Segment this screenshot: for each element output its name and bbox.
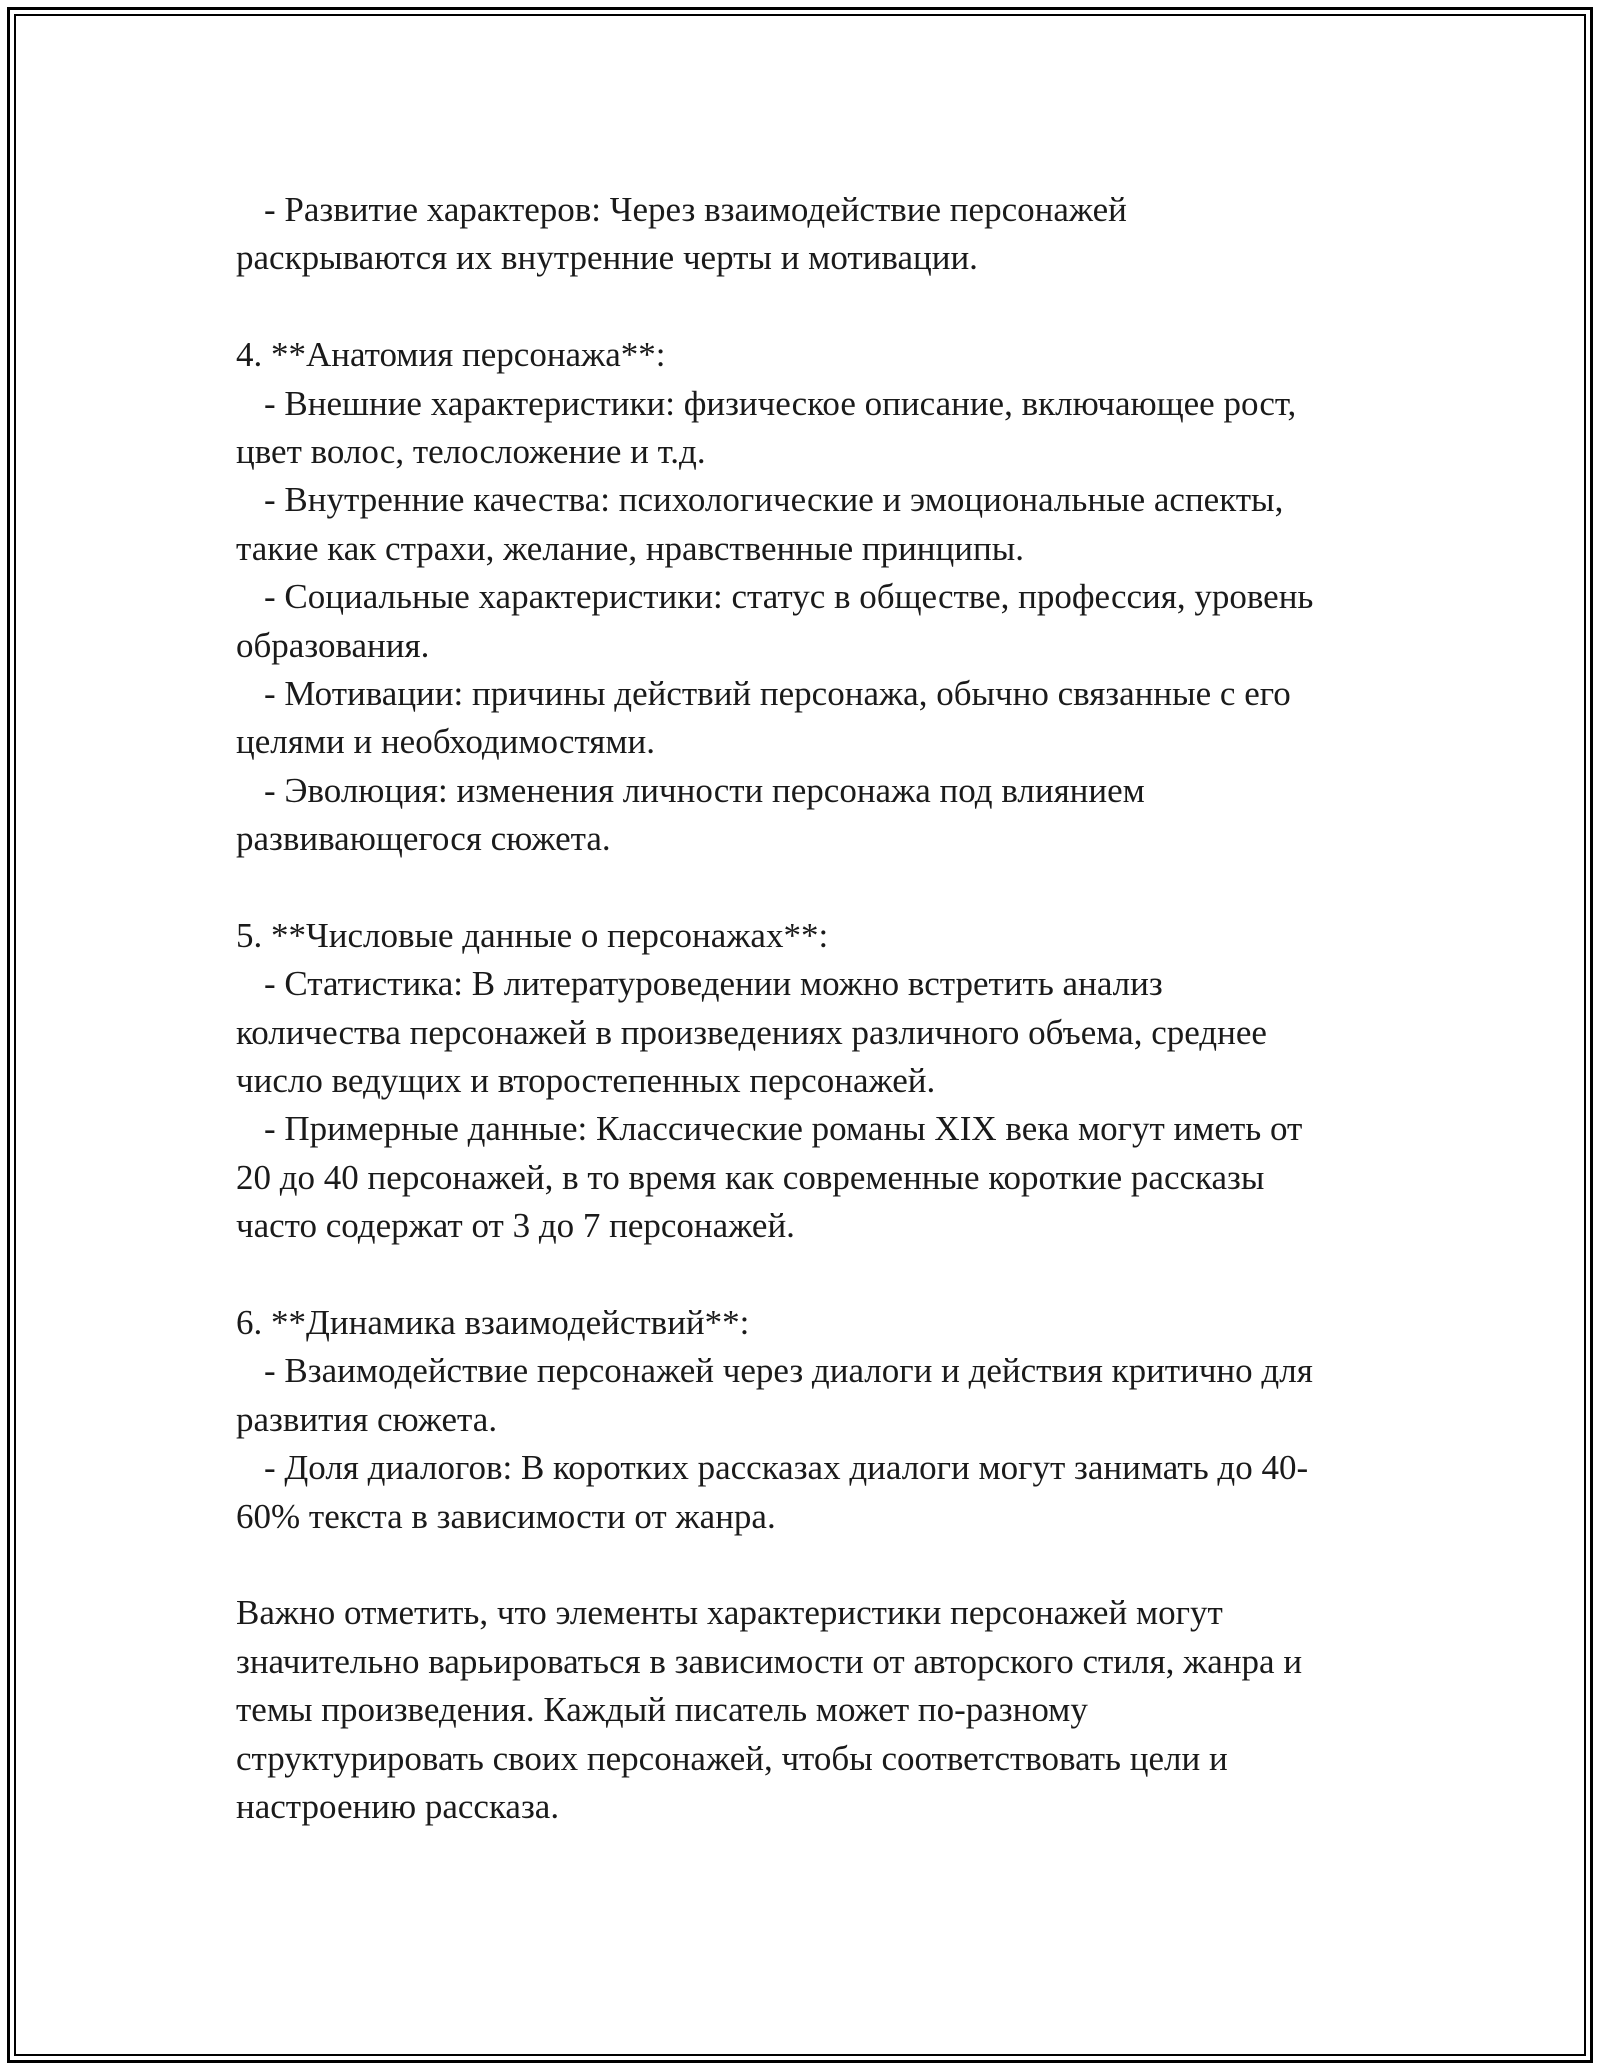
bullet-line: - Социальные характеристики: статус в обществе, профессия, уровень xyxy=(264,577,1314,617)
text-line: 60% текста в зависимости от жанра. xyxy=(236,1496,776,1536)
text-line: развивающегося сюжета. xyxy=(236,819,611,859)
bullet-line: - Примерные данные: Классические романы XIX века могут иметь от xyxy=(264,1109,1303,1149)
bullet-line: - Взаимодействие персонажей через диалоги и действия критично для xyxy=(264,1351,1313,1391)
bullet-line: - Эволюция: изменения личности персонажа под влиянием xyxy=(264,770,1145,810)
bullet-line: - Внутренние качества: психологические и эмоциональные аспекты, xyxy=(264,480,1284,520)
paragraph-line: Важно отметить, что элементы характеристики персонажей могут xyxy=(236,1593,1223,1633)
blank-line xyxy=(236,1251,1396,1299)
text-line: целями и необходимостями. xyxy=(236,722,655,762)
text-line: 20 до 40 персонажей, в то время как современные короткие рассказы xyxy=(236,1157,1265,1197)
paragraph-line: структурировать своих персонажей, чтобы соответствовать цели и xyxy=(236,1738,1228,1778)
section-heading: 6. **Динамика взаимодействий**: xyxy=(236,1302,750,1342)
blank-line xyxy=(236,1541,1396,1589)
text-line: число ведущих и второстепенных персонажей. xyxy=(236,1061,936,1101)
text-line: такие как страхи, желание, нравственные принципы. xyxy=(236,528,1024,568)
section-heading: 5. **Числовые данные о персонажах**: xyxy=(236,915,829,955)
bullet-line: - Статистика: В литературоведении можно встретить анализ xyxy=(264,964,1163,1004)
bullet-line: - Доля диалогов: В коротких рассказах диалоги могут занимать до 40- xyxy=(264,1448,1309,1488)
text-line: цвет волос, телосложение и т.д. xyxy=(236,431,706,471)
blank-line xyxy=(236,863,1396,911)
text-line: образования. xyxy=(236,625,430,665)
bullet-line: - Развитие характеров: Через взаимодействие персонажей xyxy=(264,190,1127,229)
text-line: развития сюжета. xyxy=(236,1399,498,1439)
paragraph-line: темы произведения. Каждый писатель может по-разному xyxy=(236,1690,1088,1730)
document-body xyxy=(236,186,1396,1831)
paragraph-line: значительно варьироваться в зависимости от авторского стиля, жанра и xyxy=(236,1641,1303,1681)
paragraph-line: настроению рассказа. xyxy=(236,1786,560,1826)
text-line: часто содержат от 3 до 7 персонажей. xyxy=(236,1206,795,1246)
text-line: раскрываются их внутренние черты и мотивации. xyxy=(236,238,978,278)
bullet-line: - Внешние характеристики: физическое описание, включающее рост, xyxy=(264,383,1297,423)
blank-line xyxy=(236,283,1396,331)
section-heading: 4. **Анатомия персонажа**: xyxy=(236,335,666,375)
text-line: количества персонажей в произведениях различного объема, среднее xyxy=(236,1012,1267,1052)
bullet-line: - Мотивации: причины действий персонажа, обычно связанные с его xyxy=(264,673,1291,713)
